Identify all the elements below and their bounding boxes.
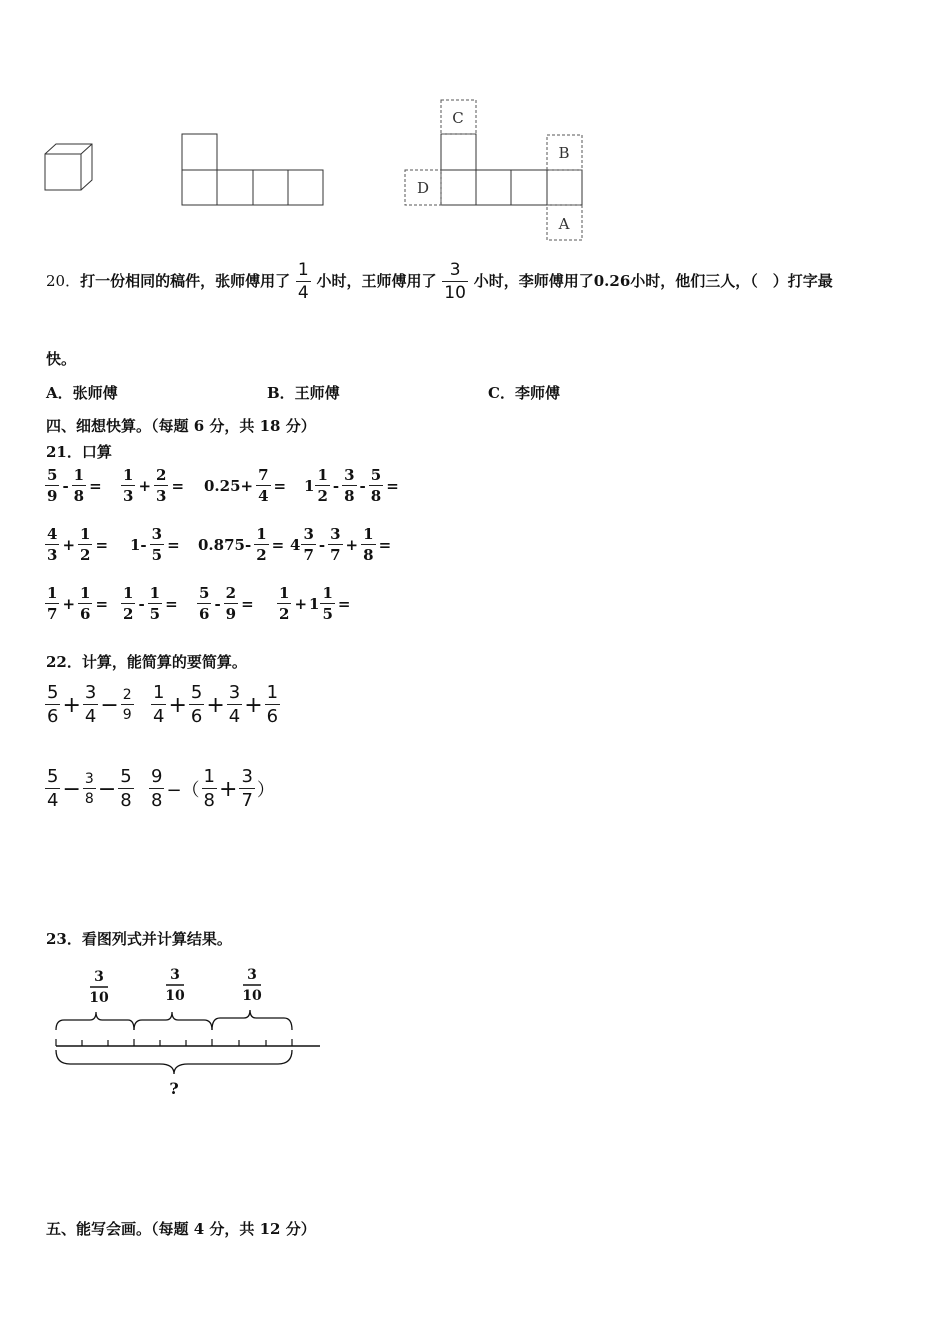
bottom-brace xyxy=(56,1050,292,1074)
q21-row1-expr3: 0.25+ $\frac{7}{4}$ = xyxy=(204,466,287,505)
q20-line1 xyxy=(46,262,833,302)
q21-row1-expr2: $\frac{1}{3}$ + $\frac{2}{3}$ = xyxy=(123,466,185,505)
section4-title: 四、细想快算。（每题 6 分，共 18 分） xyxy=(46,417,316,435)
top-brace-1 xyxy=(56,1012,134,1030)
segment-label-3-numerator: 3 xyxy=(247,967,257,983)
net-label-c: C xyxy=(452,109,464,127)
q20-option-b[interactable]: B．王师傅 xyxy=(267,384,340,402)
q20-fraction-2: $\frac{3}{10}$ xyxy=(444,260,466,303)
q20-value: 0.26 xyxy=(593,272,631,290)
q21-row2-expr3: 0.875- $\frac{1}{2}$ = xyxy=(198,525,285,564)
q21-row2-expr4: 4 $\frac{3}{7}$ - $\frac{3}{7}$ + $\frac{1}{8}$ = xyxy=(290,525,392,564)
question-mark: ? xyxy=(169,1079,179,1098)
q21-row3-expr2: $\frac{1}{2}$ - $\frac{1}{5}$ = xyxy=(123,584,178,623)
q21-row1-expr1: $\frac{5}{9}$ - $\frac{1}{8}$ = xyxy=(47,466,102,505)
q22-expr4: $\frac{9}{8}$ −（ $\frac{1}{8}$ + $\frac{3}{7}$ ） xyxy=(151,766,275,811)
q21-row3-expr4: $\frac{1}{2}$ + 1 $\frac{1}{5}$ = xyxy=(279,584,351,623)
q22-title: 22．计算，能简算的要简算。 xyxy=(46,653,247,671)
number-line-ticks xyxy=(56,1039,292,1046)
section5-title: 五、能写会画。（每题 4 分，共 12 分） xyxy=(46,1220,316,1238)
q20-text-c: 小时，李师傅用了 xyxy=(473,272,594,290)
top-brace-2 xyxy=(134,1012,212,1030)
segment-label-2-numerator: 3 xyxy=(170,967,180,983)
net-label-d: D xyxy=(416,179,430,197)
q21-row3-expr1: $\frac{1}{7}$ + $\frac{1}{6}$ = xyxy=(47,584,109,623)
net-label-a: A xyxy=(558,215,570,233)
q20-number: 20． xyxy=(46,272,81,290)
q21-title: 21．口算 xyxy=(46,443,112,461)
q21-row2-expr1: $\frac{4}{3}$ + $\frac{1}{2}$ = xyxy=(47,525,109,564)
net-label-b: B xyxy=(558,144,570,162)
q20-option-a[interactable]: A．张师傅 xyxy=(46,384,118,402)
cube-drawing xyxy=(45,144,92,190)
q23-title: 23．看图列式并计算结果。 xyxy=(46,930,232,948)
segment-label-1-numerator: 3 xyxy=(94,969,104,985)
q21-row2-expr2: 1- $\frac{3}{5}$ = xyxy=(130,525,180,564)
segment-label-1-denominator: 10 xyxy=(89,990,109,1006)
net-1 xyxy=(182,134,323,205)
q20-fraction-1: $\frac{1}{4}$ xyxy=(297,260,309,303)
q20-option-c[interactable]: C．李师傅 xyxy=(488,384,560,402)
q20-text-b: 小时，王师傅用了 xyxy=(316,272,437,290)
q21-row3-expr3: $\frac{5}{6}$ - $\frac{2}{9}$ = xyxy=(199,584,254,623)
segment-label-2-denominator: 10 xyxy=(165,988,185,1004)
top-brace-3 xyxy=(212,1010,292,1030)
q23-number-line-diagram xyxy=(40,960,330,1105)
q20-text-e: 快。 xyxy=(46,350,77,368)
q20-text-a: 打一份相同的稿件，张师傅用了 xyxy=(80,272,291,290)
q21-row1-expr4: 1 $\frac{1}{2}$ - $\frac{3}{8}$ - $\frac{5}{8}$ = xyxy=(304,466,399,505)
q22-expr2: $\frac{1}{4}$ + $\frac{5}{6}$ + $\frac{3}{4}$ + $\frac{1}{6}$ xyxy=(153,682,279,727)
q20-text-d: 小时，他们三人，（ ）打字最 xyxy=(630,272,833,290)
figure-cube-nets xyxy=(0,90,620,250)
q22-expr3: $\frac{5}{4}$ − $\frac{3}{8}$ − $\frac{5}{8}$ xyxy=(47,766,132,811)
segment-label-3-denominator: 10 xyxy=(242,988,262,1004)
q22-expr1: $\frac{5}{6}$ + $\frac{3}{4}$ − $\frac{2}{9}$ xyxy=(47,682,132,727)
